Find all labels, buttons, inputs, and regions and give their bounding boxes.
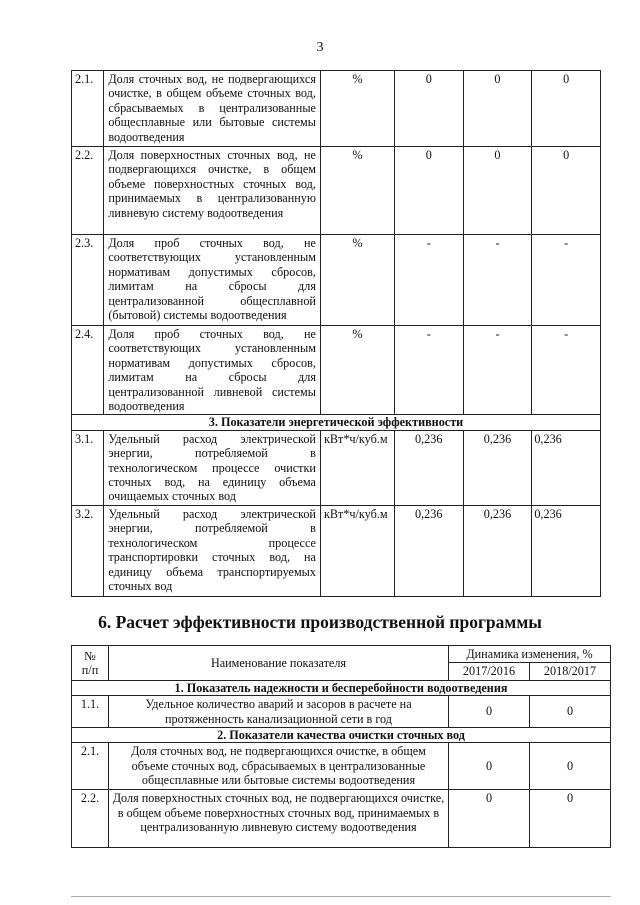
indicator-name: Доля проб сточных вод, не соответствующих установленным нормативам допустимых сбросов, лимитам на сбросы для централизованной общесплавной (бытовой) системы водоотведения bbox=[104, 235, 321, 326]
value-cell: 0,236 bbox=[394, 505, 463, 596]
efficiency-table bbox=[71, 645, 611, 848]
value-cell: - bbox=[394, 235, 463, 326]
section-header-row bbox=[72, 680, 611, 695]
value-cell: 0 bbox=[449, 743, 530, 790]
value-cell: 0 bbox=[449, 790, 530, 848]
row-number: 2.3. bbox=[72, 235, 104, 326]
header-row bbox=[72, 646, 611, 663]
row-number: 2.2. bbox=[72, 147, 104, 235]
row-number: 3.2. bbox=[72, 505, 104, 596]
indicator-name: Доля проб сточных вод, не соответствующих установленным нормативам допустимых сбросов, лимитам на сбросы для централизованной ливневой системы водоотведения bbox=[104, 326, 321, 415]
indicator-name: Доля поверхностных сточных вод, не подвергающихся очистке, в общем объеме поверхностных сточных вод, принимаемых в централизованную ливневую систему водоотведения bbox=[104, 147, 321, 235]
row-number: 3.1. bbox=[72, 430, 104, 505]
value-cell: 0 bbox=[530, 790, 611, 848]
table-row bbox=[72, 235, 601, 326]
unit: % bbox=[320, 326, 394, 415]
value-cell: 0,236 bbox=[394, 430, 463, 505]
value-cell: - bbox=[463, 235, 532, 326]
row-number: 2.1. bbox=[72, 71, 104, 147]
page-number: 3 bbox=[316, 40, 324, 55]
period-header: 2018/2017 bbox=[530, 663, 611, 680]
value-cell: 0 bbox=[394, 147, 463, 235]
section-title: 2. Показатели качества очистки сточных вод bbox=[72, 728, 611, 743]
value-cell: 0 bbox=[532, 147, 601, 235]
bottom-divider bbox=[71, 896, 611, 897]
value-cell: 0,236 bbox=[463, 505, 532, 596]
unit: % bbox=[320, 71, 394, 147]
name-column-header: Наименование показателя bbox=[109, 646, 449, 681]
section-header-row bbox=[72, 415, 601, 430]
number-column-header bbox=[72, 646, 109, 681]
value-cell: 0 bbox=[449, 696, 530, 728]
unit: % bbox=[320, 147, 394, 235]
table-row bbox=[72, 326, 601, 415]
indicator-name: Доля сточных вод, не подвергающихся очистке, в общем объеме сточных вод, сбрасываемых в централизованные общесплавные или бытовые системы водоотведения bbox=[104, 71, 321, 147]
table-row bbox=[72, 505, 601, 596]
section-title: 3. Показатели энергетической эффективности bbox=[72, 415, 601, 430]
indicator-name: Удельное количество аварий и засоров в расчете на протяженность канализационной сети в год bbox=[109, 696, 449, 728]
value-cell: 0 bbox=[532, 71, 601, 147]
table-row bbox=[72, 71, 601, 147]
period-header: 2017/2016 bbox=[449, 663, 530, 680]
table-row bbox=[72, 147, 601, 235]
row-number: 2.1. bbox=[72, 743, 109, 790]
table-row bbox=[72, 790, 611, 848]
indicator-name: Доля сточных вод, не подвергающихся очистке, в общем объеме сточных вод, сбрасываемых в централизованные общесплавные или бытовые системы водоотведения bbox=[109, 743, 449, 790]
value-cell: - bbox=[394, 326, 463, 415]
number-header-line2: п/п bbox=[81, 662, 99, 677]
value-cell: 0 bbox=[530, 696, 611, 728]
section-title: 1. Показатель надежности и бесперебойности водоотведения bbox=[72, 680, 611, 695]
indicator-name: Удельный расход электрической энергии, потребляемой в технологическом процессе транспортировки сточных вод, на единицу объема транспортируемых сточных вод bbox=[104, 505, 321, 596]
value-cell: 0 bbox=[463, 71, 532, 147]
value-cell: 0,236 bbox=[532, 430, 601, 505]
section-header-row bbox=[72, 728, 611, 743]
row-number: 2.4. bbox=[72, 326, 104, 415]
unit: % bbox=[320, 235, 394, 326]
table-row bbox=[72, 430, 601, 505]
value-cell: - bbox=[463, 326, 532, 415]
row-number: 2.2. bbox=[72, 790, 109, 848]
value-cell: 0,236 bbox=[463, 430, 532, 505]
unit: кВт*ч/куб.м bbox=[320, 505, 394, 596]
indicator-name: Доля поверхностных сточных вод, не подвергающихся очистке, в общем объеме поверхностных сточных вод, принимаемых в централизованную ливневую систему водоотведения bbox=[109, 790, 449, 848]
value-cell: 0,236 bbox=[532, 505, 601, 596]
table-row bbox=[72, 743, 611, 790]
value-cell: - bbox=[532, 326, 601, 415]
section-6-heading: 6. Расчет эффективности производственной программы bbox=[98, 612, 542, 632]
value-cell: 0 bbox=[530, 743, 611, 790]
value-cell: 0 bbox=[394, 71, 463, 147]
number-header-line1: № bbox=[84, 648, 96, 663]
indicators-table bbox=[71, 70, 601, 597]
unit: кВт*ч/куб.м bbox=[320, 430, 394, 505]
value-cell: 0 bbox=[463, 147, 532, 235]
row-number: 1.1. bbox=[72, 696, 109, 728]
table-row bbox=[72, 696, 611, 728]
dynamics-header: Динамика изменения, % bbox=[449, 646, 611, 663]
indicator-name: Удельный расход электрической энергии, потребляемой в технологическом процессе очистки сточных вод, на единицу объема очищаемых сточных вод bbox=[104, 430, 321, 505]
value-cell: - bbox=[532, 235, 601, 326]
